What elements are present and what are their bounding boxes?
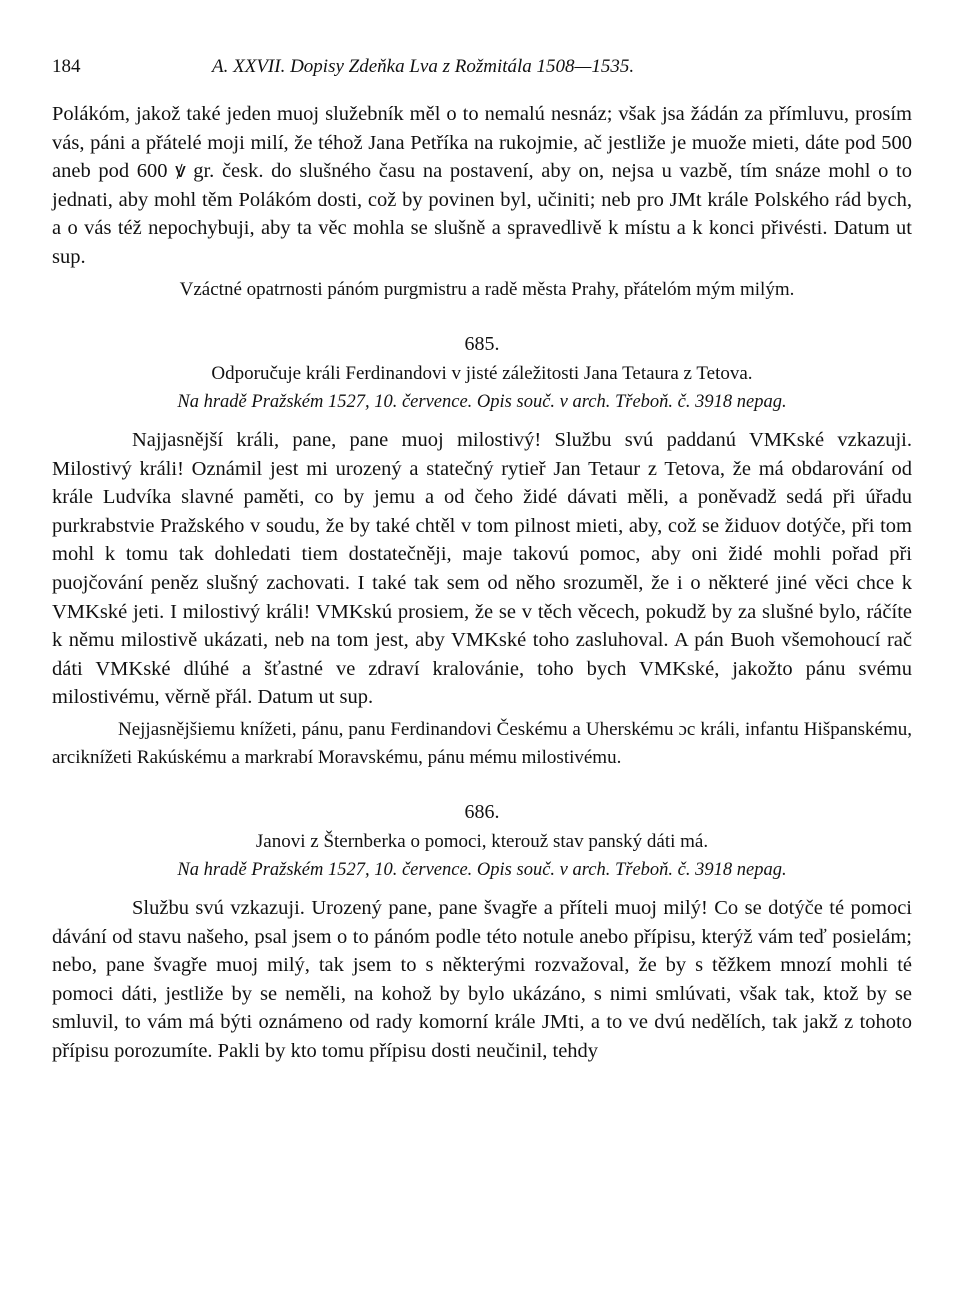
letter-686-number: 686. (464, 801, 500, 823)
letter-686-body: Službu svú vzkazuji. Urozený pane, pane švagře a příteli muoj milý! Co se dotýče té pomoci dávání od stavu našeho, psal jsem o to pánóm podle této notule anebo přípisu, kterýž vám teď posielám; nebo, pane švagře muoj milý, tak jsem to s některými rozvažoval, že by s těžkem mnozí mohli té pomoci dáti, jestliže by se neměli, na kohož by bylo ukázáno, s nimi smlúvati, však tak, ktož by se smluvil, to vám má býti oznámeno od rady komorní krále JMti, a to ve dvú nedělích, tak jakž z tohoto přípisu porozumíte. Pakli by kto tomu přípisu dosti neučinil, tehdy (52, 897, 912, 1062)
letter-685-number: 685. (464, 333, 500, 356)
letter-686-source: Na hradě Pražském 1527, 10. července. Opis souč. v arch. Třeboň. č. 3918 nepag. (177, 860, 787, 880)
letter-685-summary: Odporučuje králi Ferdinandovi v jisté záležitosti Jana Tetaura z Tetova. (211, 363, 753, 385)
letter-686-summary: Janovi z Šternberka o pomoci, kterouž stav panský dáti má. (255, 831, 709, 852)
previous-letter-address: Vzáctné opatrnosti pánóm purgmistru a radě města Prahy, přátelóm mým milým. (179, 278, 795, 300)
running-title: A. XXVII. Dopisy Zdeňka Lva z Rožmitála 1508—1535. (212, 56, 635, 77)
running-header (52, 48, 912, 88)
page-number: 184 (52, 56, 81, 77)
letter-685-address: Nejjasnějšiemu knížeti, pánu, panu Ferdinandovi Českému a Uherskému ɔc králi, infantu Hišpanskému, arciknížeti Rakúskému a markrabí Moravskému, pánu mému milostivému. (52, 719, 912, 768)
letter-685-source: Na hradě Pražském 1527, 10. července. Opis souč. v arch. Třeboň. č. 3918 nepag. (177, 392, 787, 413)
document-page (52, 48, 912, 1066)
previous-letter-body: Polákóm, jakož také jeden muoj služebník měl o to nemalú nesnáz; však jsa žádán za přímluvu, prosím vás, páni a přátelé moji milí, že téhož Jana Petříka na rukojmie, ač jestliže je muože mieti, dáte pod 500 aneb pod 600 ꝟ gr. česk. do slušného času na postavení, aby on, nejsa u vazbě, tím snáze mohl o to jednati, aby mohl těm Polákóm dosti, což by povinen byl, učiniti; neb pro JMt krále Polského rád bych, a o vás též nepochybuji, aby ta věc mohla se slušně a spravedlivě k místu a k konci přivésti. Datum ut sup. (52, 103, 912, 268)
letter-685-body: Najjasnější králi, pane, pane muoj milostivý! Službu svú paddanú VMKské vzkazuji. Milostivý králi! Oznámil jest mi urozený a statečný rytieř Jan Tetaur z Tetova, že má obdarování od krále Ludvíka slavné paměti, co by jemu a od čeho židé dávati měli, a poněvadž sedá při úřadu purkrabstvie Pražského v soudu, že by také chtěl v tom pilnost mieti, aby, což se židuov dotýče, při tom mohl k tomu tak dohledati tiem dostatečněji, maje takovú pomoc, aby oni židé mohli pořad při puojčování peněz slušný zachovati. I také tak sem od něho srozuměl, že i o některé jiné věci chce k VMKské jeti. I milostivý králi! VMKskú prosiem, že se v těch věcech, pokudž by za slušné bylo, ráčíte k němu milostivě ukázati, neb na tom jest, aby VMKské toho zasluhoval. A pán Buoh všemohoucí rač dáti VMKské dlúhé a šťastné ve zdraví kralovánie, toho bych VMKské, jakožto pánu svému milostivému, věrně přál. Datum ut sup. (52, 429, 912, 709)
